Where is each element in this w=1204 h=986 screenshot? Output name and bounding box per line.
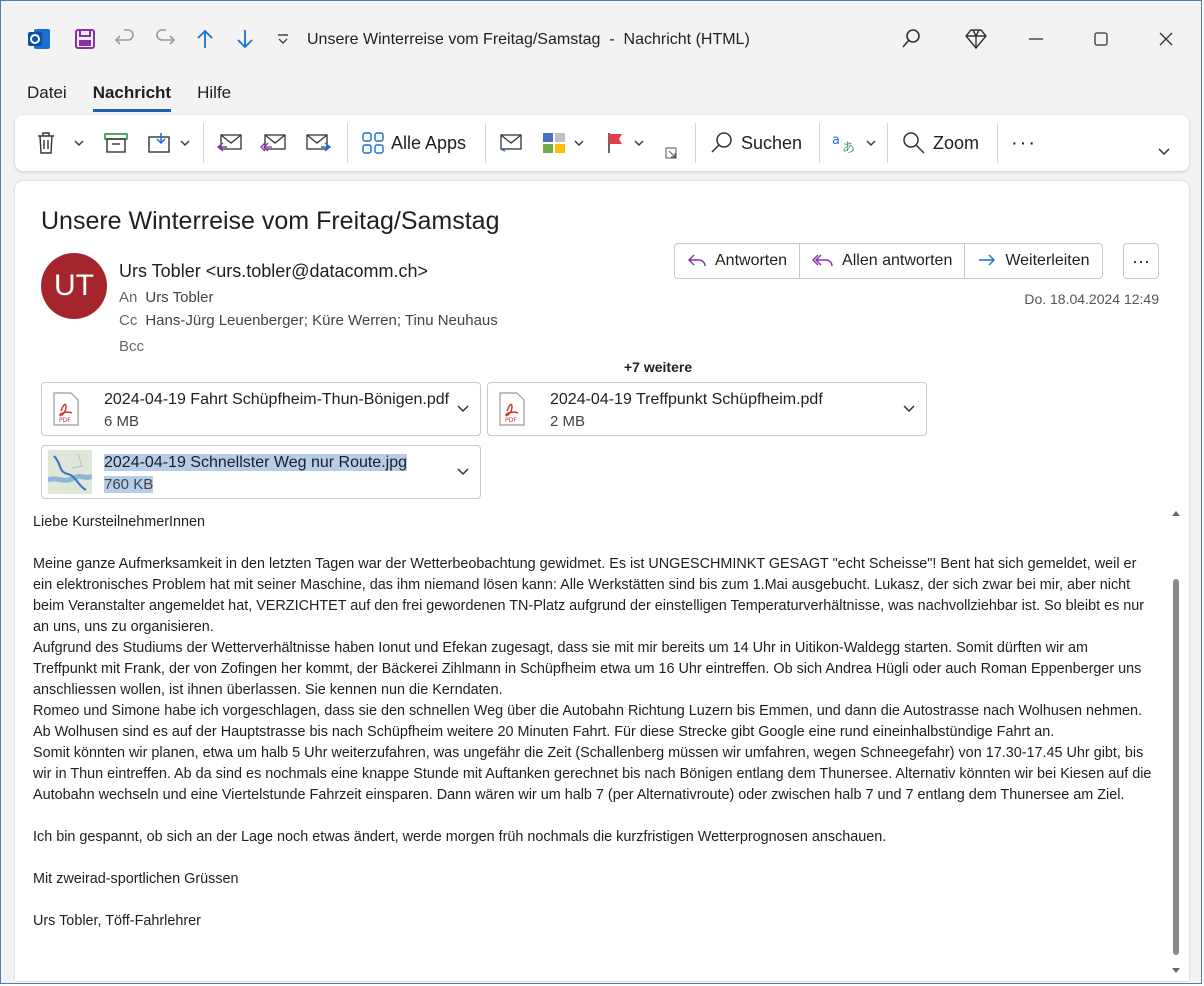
search-icon[interactable]	[891, 21, 931, 57]
search-icon	[709, 130, 735, 156]
move-button[interactable]	[147, 127, 191, 159]
pdf-file-icon	[498, 391, 526, 432]
outlook-logo-icon	[25, 25, 53, 53]
close-button[interactable]	[1146, 21, 1186, 57]
diamond-premium-icon[interactable]	[956, 21, 996, 57]
next-item-icon[interactable]	[231, 25, 259, 53]
trash-icon	[35, 131, 57, 155]
ribbon-separator	[695, 123, 696, 163]
message-body	[33, 512, 1155, 932]
zoom-icon	[901, 130, 927, 156]
more-actions-button[interactable]	[1123, 243, 1159, 279]
body-paragraph: Mit zweirad-sportlichen Grüssen	[33, 871, 239, 887]
cc-line	[119, 312, 498, 329]
forward-icon	[977, 252, 997, 270]
svg-text:あ: あ	[842, 141, 856, 156]
sender-avatar[interactable]: UT	[41, 253, 107, 319]
previous-item-icon[interactable]	[191, 25, 219, 53]
maximize-button[interactable]	[1081, 21, 1121, 57]
svg-text:a: a	[832, 133, 840, 148]
categorize-icon	[541, 131, 567, 155]
chevron-down-icon[interactable]	[902, 401, 916, 420]
reply-all-button[interactable]	[800, 244, 965, 278]
redo-icon[interactable]	[151, 25, 179, 53]
archive-icon	[103, 131, 129, 155]
attachment-jpg-route[interactable]	[41, 445, 481, 499]
sender-address[interactable]: Urs Tobler <urs.tobler@datacomm.ch>	[119, 261, 429, 281]
cc-recipients[interactable]: Hans-Jürg Leuenberger; Küre Werren; Tinu Neuhaus	[145, 312, 498, 329]
message-actions	[674, 243, 1103, 279]
all-apps-label: Alle Apps	[391, 132, 467, 153]
body-paragraph: Meine ganze Aufmerksamkeit in den letzten Tagen war der Wetterbeobachtung gewidmet. Es ist UNGESCHMINKT GESAGT "echt Scheisse"! Bent hat sich gemeldet, weil er ein elektronisches Problem hat mit seiner Maschine, das ihm niemand lösen kann: Alle Werkstätten sind bis zum 1.Mai ausgebucht. Lukasz, der sich zwar bei mir, aber nicht beim Veranstalter angemeldet hat, VERZICHTET auf den frei gewordenen TN-Platz aufgrund der einstelligen Temperaturverhältnisse, was nachvollziehbar ist. So bleibt es nur an uns, uns zu organisieren.	[33, 556, 1145, 635]
tags-dialog-launcher-icon[interactable]	[665, 145, 677, 161]
zoom-button[interactable]	[901, 127, 979, 159]
body-paragraph	[33, 806, 1155, 827]
cc-label: Cc	[119, 312, 138, 329]
forward-mail-icon	[305, 131, 333, 155]
body-paragraph: Aufgrund des Studiums der Wetterverhältnisse haben Ionut und Efekan zugesagt, dass sie mit mir bereits um 14 Uhr in Uitikon-Waldegg starten. Somit dürften wir am Treffpunkt mit Frank, der von Zofingen her kommt, der Bäckerei Zihlmann in Schüpfheim etwa um 16 Uhr eintreffen. Ob sich Andrea Hügli oder auch Roman Eppenberger uns anschliessen wollen, ist ihnen überlassen. Sie kennen nun die Kerndaten.	[33, 640, 1142, 698]
save-icon[interactable]	[71, 25, 99, 53]
attachment-size: 2 MB	[550, 413, 586, 430]
body-paragraph: Somit könnten wir planen, etwa um halb 5 Uhr weiterzufahren, was ungefähr die Zeit (Schallenberg müssen wir umfahren, wegen Schneegefahr) von 17.30-17.45 Uhr gibt, bis wir in Thun eintreffen. Ab da sind es nochmals eine knappe Stunde mit Auftanken gerechnet bis nach Bönigen entlang dem Thunersee. Alternativ könnten wir bei Kiesen auf die Autobahn wechseln und eine Viertelstunde Fahrzeit einsparen. Dann wären wir um halb 7 (per Alternativroute) oder zwischen halb 7 und 7 entlang dem Thunersee am Ziel.	[33, 745, 1152, 803]
chevron-down-icon[interactable]	[456, 464, 470, 483]
reply-all-label: Allen antworten	[842, 252, 953, 269]
body-paragraph	[33, 890, 1155, 911]
svg-text:PDF: PDF	[505, 417, 517, 424]
archive-button[interactable]	[103, 127, 129, 159]
menu-bar	[27, 83, 231, 112]
attachment-size: 6 MB	[104, 413, 140, 430]
message-subject: Unsere Winterreise vom Freitag/Samstag	[41, 207, 500, 235]
ribbon-separator	[997, 123, 998, 163]
ribbon-separator	[203, 123, 204, 163]
forward-button[interactable]	[965, 244, 1101, 278]
attachment-pdf-treffpunkt[interactable]	[487, 382, 927, 436]
ribbon-expand-icon[interactable]	[1157, 135, 1171, 167]
title-bar	[1, 1, 1203, 79]
scrollbar-thumb[interactable]	[1173, 579, 1179, 955]
reply-ribbon-button[interactable]	[215, 127, 243, 159]
vertical-scrollbar[interactable]	[1169, 507, 1183, 979]
body-paragraph: Romeo und Simone habe ich vorgeschlagen, dass sie den schnellen Weg über die Autobahn Richtung Luzern bis Emmen, und dann die Autostrasse nach Wolhusen nehmen. Ab Wolhusen sind es auf der Hauptstrasse bis nach Schüpfheim weitere 20 Minuten Fahrt. Für diese Strecke gibt Google eine rund eineinhalbstündige Fahrt an.	[33, 703, 1143, 740]
reply-all-ribbon-button[interactable]	[259, 127, 287, 159]
ribbon-separator	[887, 123, 888, 163]
undo-icon[interactable]	[111, 25, 139, 53]
scroll-up-icon[interactable]	[1171, 509, 1181, 517]
pdf-file-icon	[52, 391, 80, 432]
attachment-name: 2024-04-19 Fahrt Schüpfheim-Thun-Bönigen.pdf	[104, 391, 450, 408]
body-paragraph: Liebe KursteilnehmerInnen	[33, 514, 205, 530]
ribbon-separator	[485, 123, 486, 163]
body-paragraph	[33, 848, 1155, 869]
bcc-label: Bcc	[119, 338, 145, 355]
categorize-button[interactable]	[541, 127, 585, 159]
body-paragraph	[33, 533, 1155, 554]
forward-label: Weiterleiten	[1005, 252, 1090, 269]
mark-unread-button[interactable]	[497, 127, 525, 159]
delete-dropdown-icon[interactable]	[73, 127, 85, 159]
map-thumbnail-icon	[48, 450, 92, 499]
more-commands-button[interactable]: ···	[1011, 131, 1037, 154]
sent-date: Do. 18.04.2024 12:49	[1024, 291, 1159, 307]
delete-button[interactable]	[35, 127, 57, 159]
to-line	[119, 289, 213, 306]
translate-icon	[831, 130, 859, 156]
bcc-line	[119, 338, 152, 355]
follow-up-button[interactable]	[605, 127, 645, 159]
reply-all-mail-icon	[259, 131, 287, 155]
reply-button[interactable]	[675, 244, 800, 278]
message-reading-pane	[15, 181, 1189, 981]
customize-quick-access-icon[interactable]	[269, 25, 297, 53]
envelope-icon	[497, 131, 525, 155]
translate-button[interactable]	[831, 127, 877, 159]
menu-datei[interactable]: Datei	[27, 83, 67, 102]
scroll-down-icon[interactable]	[1171, 967, 1181, 975]
attachment-size: 760 KB	[104, 476, 154, 493]
ribbon-toolbar	[15, 115, 1189, 171]
attachment-pdf-fahrt[interactable]	[41, 382, 481, 436]
to-label: An	[119, 289, 138, 306]
reply-icon	[687, 252, 707, 270]
reply-all-icon	[812, 252, 834, 270]
all-apps-button[interactable]	[361, 127, 466, 159]
flag-icon	[605, 131, 627, 155]
ribbon-separator	[819, 123, 820, 163]
minimize-button[interactable]	[1016, 21, 1056, 57]
move-to-folder-icon	[147, 131, 173, 155]
forward-ribbon-button[interactable]	[305, 127, 333, 159]
menu-hilfe[interactable]: Hilfe	[197, 83, 232, 102]
menu-nachricht[interactable]: Nachricht	[93, 83, 171, 112]
apps-grid-icon	[361, 131, 385, 155]
attachment-name: 2024-04-19 Schnellster Weg nur Route.jpg	[104, 454, 407, 471]
window-title: Unsere Winterreise vom Freitag/Samstag - Nachricht (HTML)	[307, 31, 750, 48]
search-label: Suchen	[741, 132, 803, 153]
more-dots-icon: ···	[1132, 250, 1150, 271]
body-paragraph: Ich bin gespannt, ob sich an der Lage noch etwas ändert, werde morgen früh nochmals die kurzfristigen Wetterprognosen anschauen.	[33, 829, 887, 845]
chevron-down-icon[interactable]	[456, 401, 470, 420]
reply-mail-icon	[215, 131, 243, 155]
reply-label: Antworten	[715, 252, 788, 269]
attachment-name: 2024-04-19 Treffpunkt Schüpfheim.pdf	[550, 391, 823, 408]
more-attachments-link[interactable]: +7 weitere	[624, 359, 693, 375]
svg-text:PDF: PDF	[59, 417, 71, 424]
search-ribbon-button[interactable]	[709, 127, 802, 159]
to-recipient[interactable]: Urs Tobler	[145, 289, 214, 306]
body-paragraph: Urs Tobler, Töff-Fahrlehrer	[33, 913, 201, 929]
zoom-label: Zoom	[933, 132, 980, 153]
ribbon-separator	[347, 123, 348, 163]
